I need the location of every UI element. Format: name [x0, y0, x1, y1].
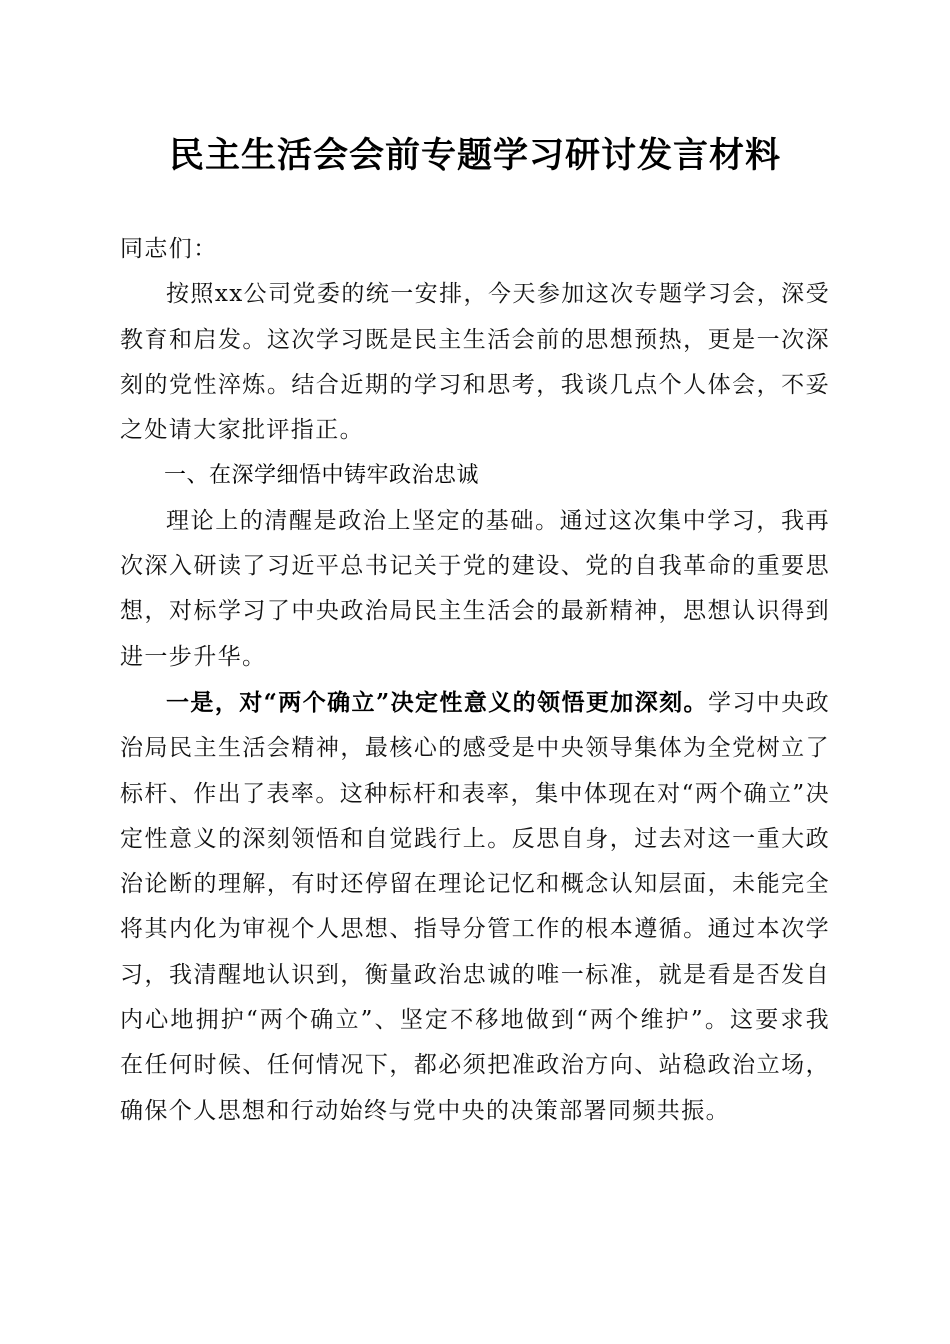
- section-heading-1: 一、在深学细悟中铸牢政治忠诚: [164, 463, 480, 489]
- document-body: [120, 227, 830, 1134]
- document-title: 民主生活会会前专题学习研讨发言材料: [168, 135, 781, 176]
- point-1-text: 学习中央政治局民主生活会精神，最核心的感受是中央领导集体为全党树立了标杆、作出了表率。这种标杆和表率，集中体现在对“两个确立”决定性意义的深刻领悟和自觉践行上。反思自身，过去对这一重大政治论断的理解，有时还停留在理论记忆和概念认知层面，未能完全将其内化为审视个人思想、指导分管工作的根本遵循。通过本次学习，我清醒地认识到，衡量政治忠诚的唯一标准，就是看是否发自内心地拥护“两个确立”、坚定不移地做到“两个维护”。这要求我在任何时候、任何情况下，都必须把准政治方向、站稳政治立场，确保个人思想和行动始终与党中央的决策部署同频共振。: [120, 689, 831, 1124]
- section-1-paragraph: 理论上的清醒是政治上坚定的基础。通过这次集中学习，我再次深入研读了习近平总书记关于党的建设、党的自我革命的重要思想，对标学习了中央政治局民主生活会的最新精神，思想认识得到进一步升华。: [120, 507, 830, 670]
- point-1-paragraph: [120, 680, 830, 1134]
- greeting: 同志们：: [120, 236, 218, 262]
- point-1-lead: 一是，对“两个确立”决定性意义的领悟更加深刻。: [166, 688, 708, 716]
- intro-paragraph: 按照xx公司党委的统一安排，今天参加这次专题学习会，深受教育和启发。这次学习既是民主生活会前的思想预热，更是一次深刻的党性淬炼。结合近期的学习和思考，我谈几点个人体会，不妥之处请大家批评指正。: [120, 281, 830, 444]
